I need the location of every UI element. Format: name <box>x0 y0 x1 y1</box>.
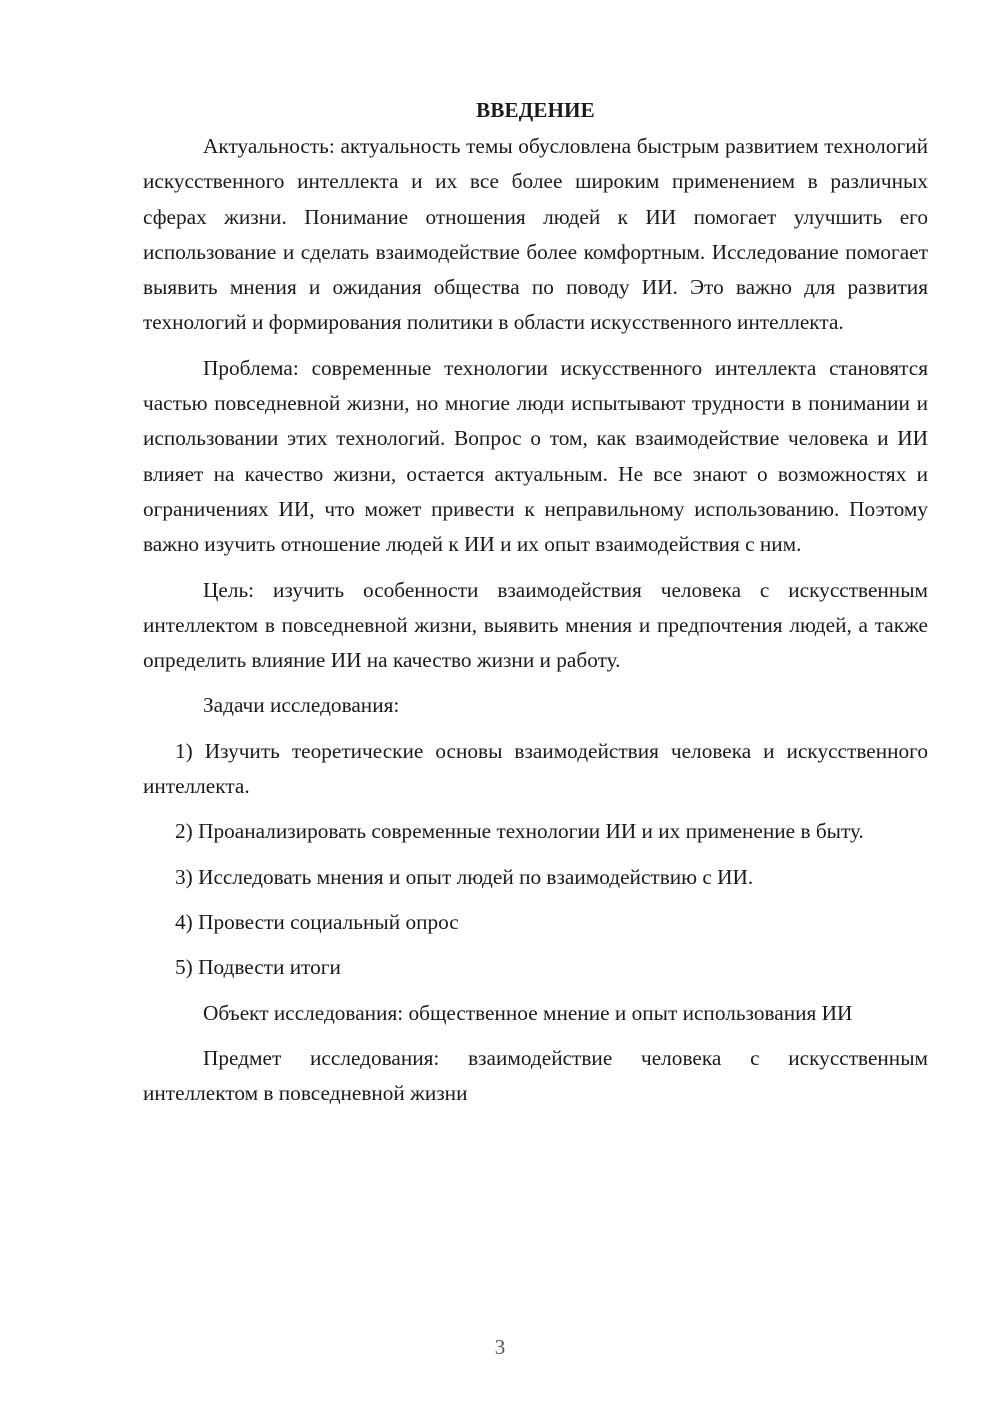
goal-paragraph: Цель: изучить особенности взаимодействия человека с искусственным интеллектом в повседневной жизни, выявить мнения и предпочтения людей, а также определить влияние ИИ на качество жизни и работу. <box>143 577 928 673</box>
page-number: 3 <box>494 1335 506 1359</box>
object-paragraph: Объект исследования: общественное мнение и опыт использования ИИ <box>203 1000 853 1025</box>
tasks-heading: Задачи исследования: <box>203 693 400 718</box>
task-item: 4) Провести социальный опрос <box>175 909 459 934</box>
page-title: ВВЕДЕНИЕ <box>476 98 595 122</box>
subject-paragraph: Предмет исследования: взаимодействие человека с искусственным интеллектом в повседневной жизни <box>143 1045 928 1106</box>
task-item: 5) Подвести итоги <box>175 955 341 980</box>
problem-paragraph: Проблема: современные технологии искусственного интеллекта становятся частью повседневной жизни, но многие люди испытывают трудности в понимании и использовании этих технологий. Вопрос о том, как взаимодействие человека и ИИ влияет на качество жизни, остается актуальным. Не все знают о возможностях и ограничениях ИИ, что может привести к неправильному использованию. Поэтому важно изучить отношение людей к ИИ и их опыт взаимодействия с ним. <box>143 355 928 557</box>
document-page <box>143 93 928 1121</box>
task-item: 3) Исследовать мнения и опыт людей по взаимодействию с ИИ. <box>175 864 754 889</box>
task-item: 2) Проанализировать современные технологии ИИ и их применение в быту. <box>175 819 864 844</box>
task-item: 1) Изучить теоретические основы взаимодействия человека и искусственного интеллекта. <box>143 738 928 799</box>
relevance-paragraph: Актуальность: актуальность темы обусловлена быстрым развитием технологий искусственного интеллекта и их все более широким применением в различных сферах жизни. Понимание отношения людей к ИИ помогает улучшить его использование и сделать взаимодействие более комфортным. Исследование помогает выявить мнения и ожидания общества по поводу ИИ. Это важно для развития технологий и формирования политики в области искусственного интеллекта. <box>143 134 928 335</box>
